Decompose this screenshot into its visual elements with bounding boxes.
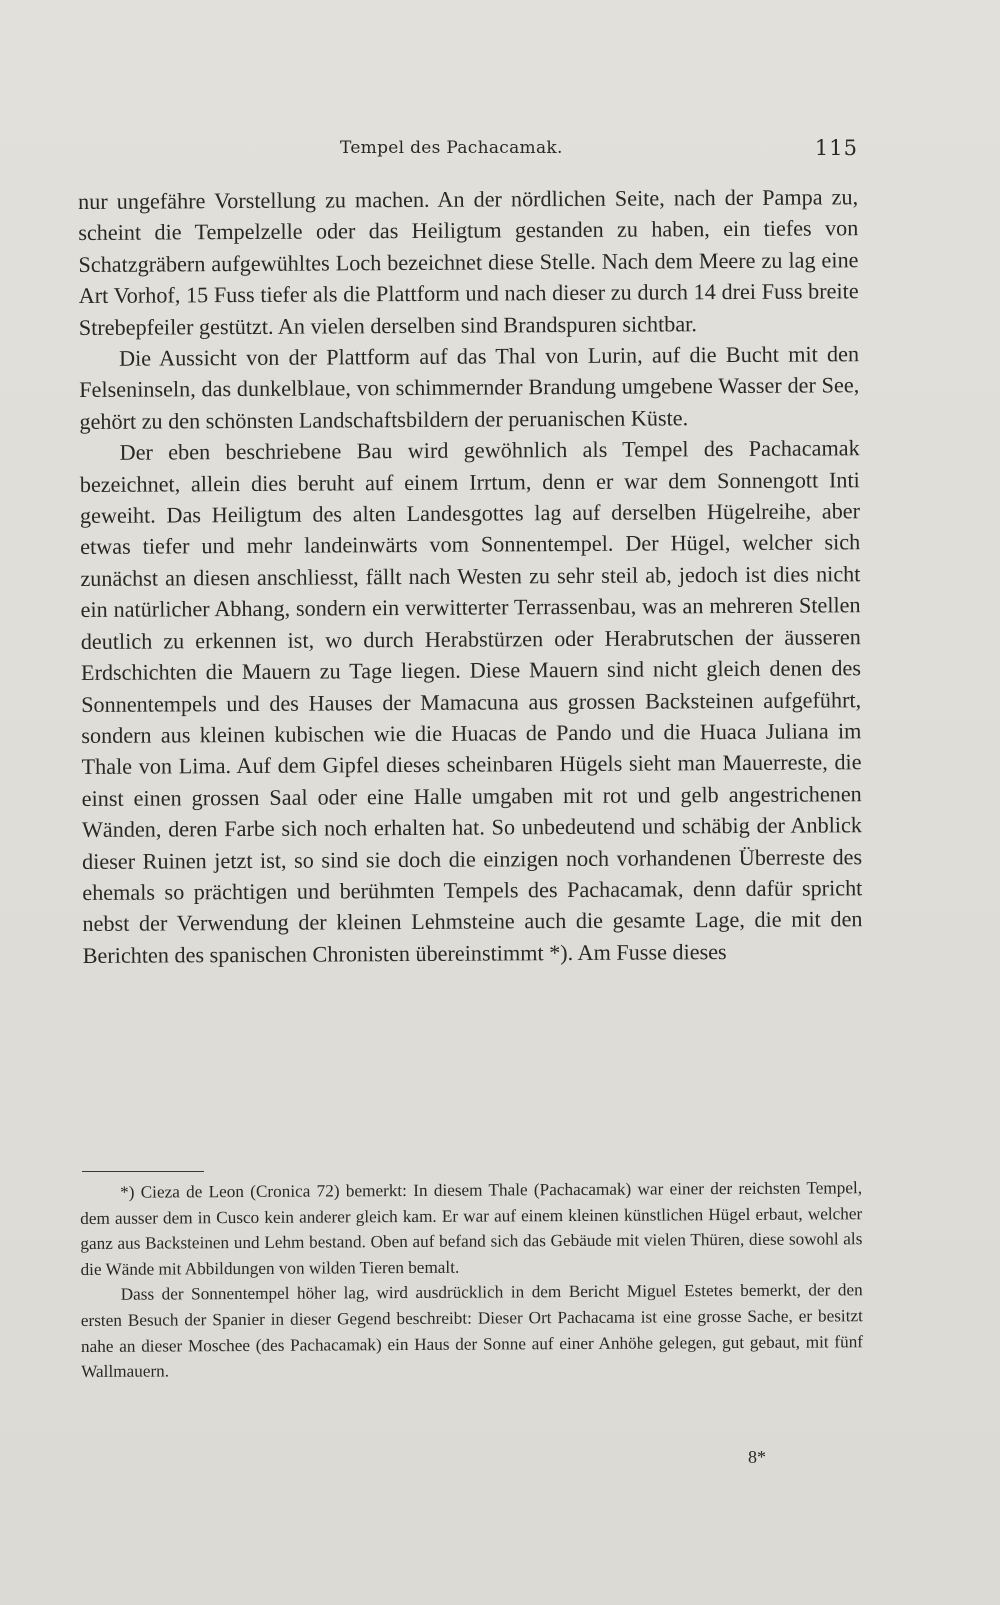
paragraph: Der eben beschriebene Bau wird gewöhnlich als Tempel des Pachacamak bezeichnet, allein dies beruht auf einem Irrtum, denn er war dem Sonnengott Inti geweiht. Das Heiligtum des alten Landesgottes lag auf derselben Hügelreihe, aber etwas tiefer und mehr landeinwärts vom Sonnentempel. Der Hügel, welcher sich zunächst an diesen anschliesst, fällt nach Westen zu sehr steil ab, jedoch ist dies nicht ein natürlicher Abhang, sondern ein verwitterter Terrassenbau, was an mehreren Stellen deutlich zu erkennen ist, wo durch Herabstürzen oder Herabrutschen der äusseren Erdschichten die Mauern zu Tage liegen. Diese Mauern sind nicht gleich denen des Sonnentempels und des Hauses der Mamacuna aus grossen Backsteinen aufgeführt, sondern aus kleinen kubischen wie die Huacas de Pando und die Huaca Juliana im Thale von Lima. Auf dem Gipfel dieses scheinbaren Hügels sieht man Mauerreste, die einst einen grossen Saal oder eine Halle umgaben mit rot und gelb angestrichenen Wänden, deren Farbe sich noch erhalten hat. So unbedeutend und schäbig der Anblick dieser Ruinen jetzt ist, so sind sie doch die einzigen noch vorhandenen Überreste des ehemals so prächtigen und berühmten Tempels des Pachacamak, denn dafür spricht nebst der Verwendung der kleinen Lehmsteine auch die gesamte Lage, die mit den Berichten des spanischen Chronisten übereinstimmt *). Am Fusse dieses [79, 435, 863, 968]
page-number: 115 [814, 136, 858, 160]
footnote-paragraph: *) Cieza de Leon (Cronica 72) bemerkt: In diesem Thale (Pachacamak) war einer der reichsten Tempel, dem ausser dem in Cusco kein anderer gleich kam. Er war auf einem kleinen künstlichen Hügel erbaut, welcher ganz aus Backsteinen und Lehm bestand. Oben auf befand sich das Gebäude mit vielen Thüren, diese sowohl als die Wände mit Abbildungen von wilden Tieren bemalt. [80, 1178, 863, 1279]
running-title: Tempel des Pachacamak. [340, 138, 563, 158]
main-text [78, 181, 863, 971]
footnote-divider [82, 1171, 204, 1172]
footnotes [80, 1175, 863, 1385]
paragraph: nur ungefähre Vorstellung zu machen. An der nördlichen Seite, nach der Pampa zu, scheint die Tempelzelle oder das Heiligtum gestanden zu haben, ein tiefes von Schatzgräbern aufgewühltes Loch bezeichnet diese Stelle. Nach dem Meere zu lag eine Art Vorhof, 15 Fuss tiefer als die Plattform und nach dieser zu durch 14 drei Fuss breite Strebepfeiler gestützt. An vielen derselben sind Brandspuren sichtbar. [78, 184, 859, 340]
page-header [78, 136, 858, 166]
paragraph: Die Aussicht von der Plattform auf das Thal von Lurin, auf die Bucht mit den Felseninseln, das dunkelblaue, von schimmernder Brandung umgebene Wasser der See, gehört zu den schönsten Landschaftsbildern der peruanischen Küste. [79, 341, 860, 434]
footnote-paragraph: Dass der Sonnentempel höher lag, wird ausdrücklich in dem Bericht Miguel Estetes bemerkt, der den ersten Besuch der Spanier in dieser Gegend beschreibt: Dieser Ort Pachacama ist eine grosse Sache, er besitzt nahe an dieser Moschee (des Pachacamak) ein Haus der Sonne auf einer Anhöhe gelegen, gut gebaut, mit fünf Wallmauern. [80, 1280, 864, 1382]
signature-mark: 8* [748, 1447, 766, 1467]
